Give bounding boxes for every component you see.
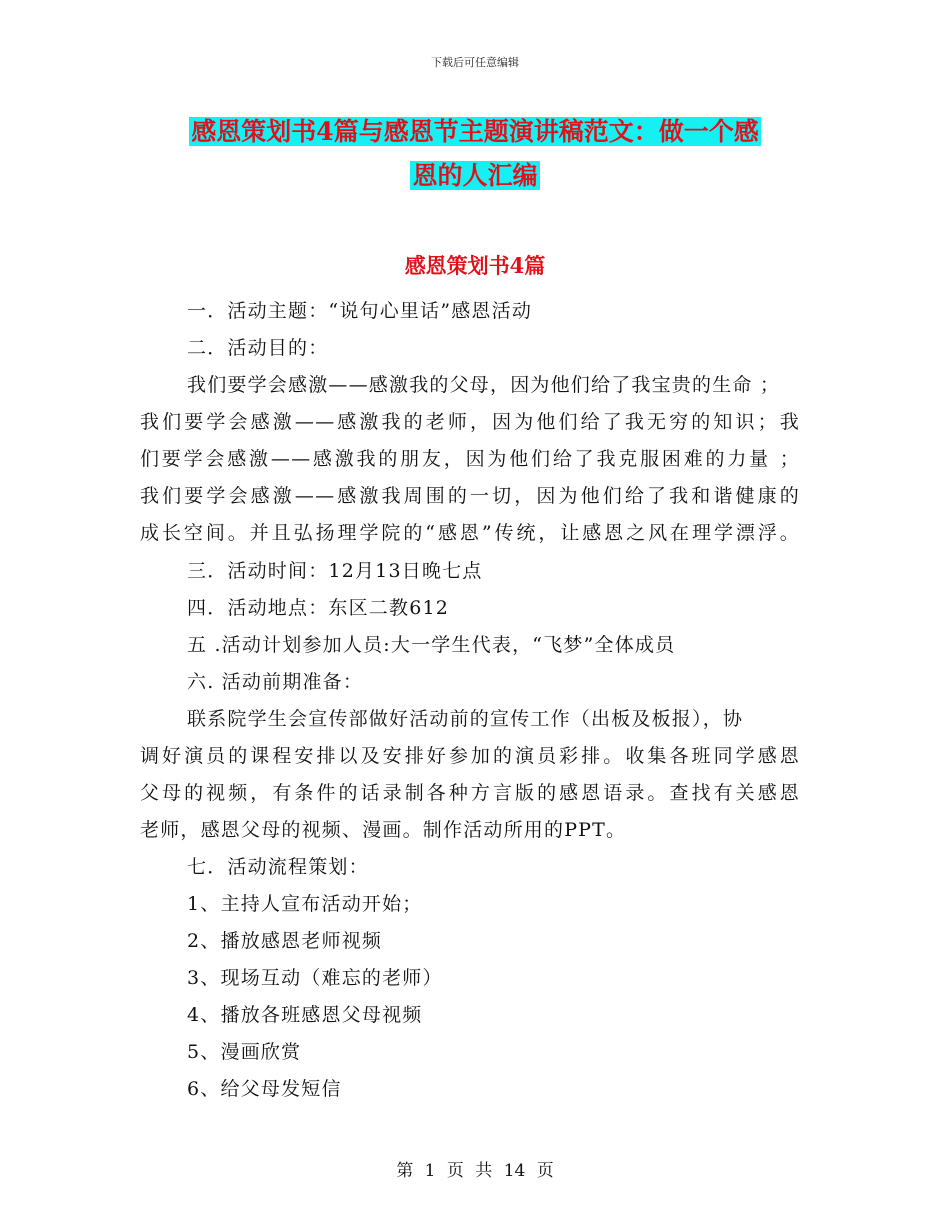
page-footer: 第 1 页 共 14 页 — [396, 1161, 554, 1181]
text-line: 们要学会感激——感激我的朋友，因为他们给了我克服困难的力量 ； — [140, 448, 800, 470]
text-line: 父母的视频，有条件的话录制各种方言版的感恩语录。查找有关感恩 — [140, 782, 800, 804]
text-line: 五 .活动计划参加人员:大一学生代表，“飞梦”全体成员 — [187, 634, 676, 656]
document-title-line-1 — [0, 112, 950, 148]
list-item: 5、漫画欣赏 — [187, 1041, 302, 1063]
text-line: 我们要学会感激——感激我周围的一切，因为他们给了我和谐健康的 — [140, 485, 800, 507]
text-line: 四．活动地点：东区二教612 — [187, 597, 450, 619]
list-item: 3、现场互动（难忘的老师） — [187, 967, 443, 989]
list-item: 1、主持人宣布活动开始； — [187, 893, 423, 915]
text-line: 老师，感恩父母的视频、漫画。制作活动所用的PPT。 — [140, 819, 627, 841]
text-line: 六. 活动前期准备： — [187, 671, 364, 693]
text-line: 联系院学生会宣传部做好活动前的宣传工作（出板及板报），协 — [187, 708, 744, 730]
text-line: 我们要学会感激——感激我的老师，因为他们给了我无穷的知识；我 — [140, 411, 800, 433]
text-line: 一．活动主题：“说句心里话”感恩活动 — [187, 300, 533, 322]
text-line: 成长空间。并且弘扬理学院的“感恩”传统，让感恩之风在理学漂浮。 — [140, 522, 800, 544]
text-line: 二．活动目的： — [187, 337, 329, 359]
text-line: 调好演员的课程安排以及安排好参加的演员彩排。收集各班同学感恩 — [140, 745, 800, 767]
page-header: 下载后可任意编辑 — [431, 56, 519, 69]
document-title-line-2 — [0, 156, 950, 192]
title-highlight-1: 感恩策划书4篇与感恩节主题演讲稿范文：做一个感 — [191, 117, 759, 146]
title-highlight-2: 恩的人汇编 — [412, 161, 538, 190]
list-item: 6、给父母发短信 — [187, 1078, 342, 1100]
section-title: 感恩策划书4篇 — [404, 253, 546, 278]
text-line: 七．活动流程策划： — [187, 856, 369, 878]
list-item: 2、播放感恩老师视频 — [187, 930, 383, 952]
text-line: 三．活动时间：12月13日晚七点 — [187, 560, 483, 582]
text-line: 我们要学会感激——感激我的父母，因为他们给了我宝贵的生命 ； — [187, 374, 781, 396]
list-item: 4、播放各班感恩父母视频 — [187, 1004, 423, 1026]
